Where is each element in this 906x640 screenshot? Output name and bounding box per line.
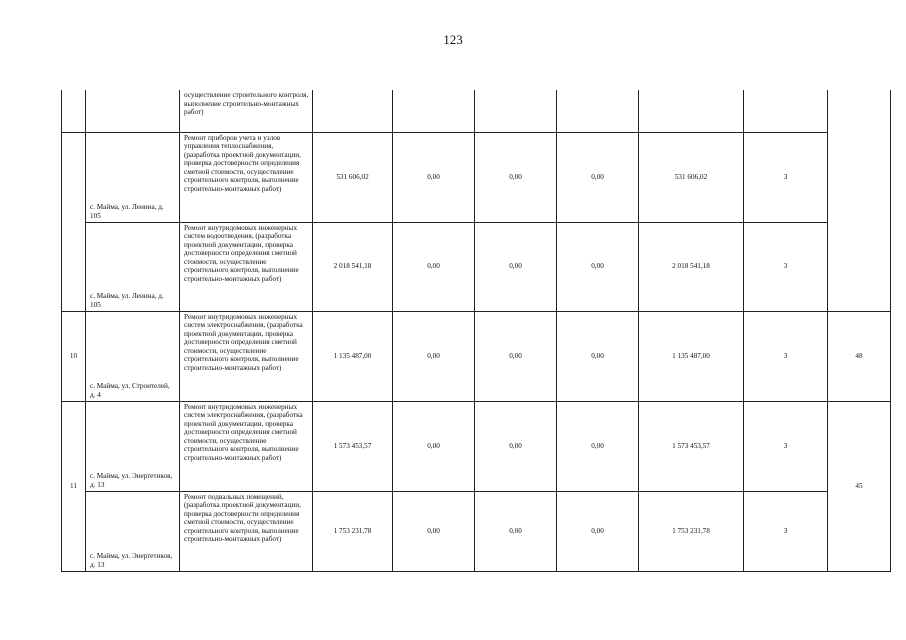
work-description-cell: Ремонт внутридомовых инженерных систем электроснабжения, (разработка проектной документации, проверка достоверности определения сметной стоимости, осуществление строительного контроля, выполнение строительно-монтажных работ) (180, 311, 313, 401)
cost-cell: 0,00 (393, 311, 475, 401)
cost-cell: 0,00 (557, 491, 639, 571)
address-cell: с. Майма, ул. Энергетиков, д. 13 (86, 491, 180, 571)
work-description-cell: осуществление строительного контроля, выполнение строительно-монтажных работ) (180, 90, 313, 132)
work-description-cell: Ремонт подвальных помещений, (разработка проектной документации, проверка достоверности определения сметной стоимости, осуществление строительного контроля, выполнение строительно-монтажных работ) (180, 491, 313, 571)
address-cell: с. Майма, ул. Энергетиков, д. 13 (86, 401, 180, 491)
address-cell: с. Майма, ул. Ленина, д. 105 (86, 132, 180, 222)
cost-cell: 0,00 (557, 222, 639, 311)
row-number-cell: 11 (62, 401, 86, 571)
cost-cell (475, 90, 557, 132)
group-value-cell (828, 90, 891, 311)
method-cell: 3 (744, 311, 828, 401)
cost-cell: 1 135 487,00 (639, 311, 744, 401)
cost-cell: 0,00 (475, 311, 557, 401)
work-description-cell: Ремонт приборов учета и узлов управления теплоснабжения, (разработка проектной документации, проверка достоверности определения сметной стоимости, осуществление строительного контроля, выполнение строительно-монтажных работ) (180, 132, 313, 222)
total-cost-cell: 1 753 231,78 (313, 491, 393, 571)
method-cell: 3 (744, 132, 828, 222)
cost-cell: 0,00 (393, 222, 475, 311)
table-row (62, 311, 891, 401)
row-number-cell (62, 90, 86, 132)
cost-cell: 1 573 453,57 (639, 401, 744, 491)
work-description-cell: Ремонт внутридомовых инженерных систем электроснабжения, (разработка проектной документации, проверка достоверности определения сметной стоимости, осуществление строительного контроля, выполнение строительно-монтажных работ) (180, 401, 313, 491)
total-cost-cell: 1 573 453,57 (313, 401, 393, 491)
cost-cell (557, 90, 639, 132)
cost-cell: 0,00 (475, 222, 557, 311)
cost-cell: 0,00 (557, 401, 639, 491)
cost-cell: 0,00 (475, 491, 557, 571)
cost-cell: 0,00 (557, 132, 639, 222)
total-cost-cell: 1 135 487,00 (313, 311, 393, 401)
cost-cell: 0,00 (393, 491, 475, 571)
table-row (62, 90, 891, 132)
group-value-cell: 45 (828, 401, 891, 571)
total-cost-cell: 531 606,02 (313, 132, 393, 222)
page-number: 123 (443, 32, 463, 47)
cost-cell (639, 90, 744, 132)
address-cell (86, 90, 180, 132)
table-row (62, 132, 891, 222)
method-cell: 3 (744, 491, 828, 571)
address-cell: с. Майма, ул. Ленина, д. 105 (86, 222, 180, 311)
address-cell: с. Майма, ул. Строителей, д. 4 (86, 311, 180, 401)
method-cell: 3 (744, 222, 828, 311)
cost-cell (393, 90, 475, 132)
cost-cell: 0,00 (393, 132, 475, 222)
table-row (62, 222, 891, 311)
cost-cell: 1 753 231,78 (639, 491, 744, 571)
capital-repair-table (61, 90, 891, 572)
cost-cell: 531 606,02 (639, 132, 744, 222)
row-number-cell (62, 132, 86, 311)
group-value-cell: 48 (828, 311, 891, 401)
method-cell (744, 90, 828, 132)
total-cost-cell: 2 018 541,18 (313, 222, 393, 311)
total-cost-cell (313, 90, 393, 132)
cost-cell: 0,00 (475, 132, 557, 222)
row-number-cell: 10 (62, 311, 86, 401)
cost-cell: 0,00 (475, 401, 557, 491)
cost-cell: 0,00 (557, 311, 639, 401)
table-row (62, 401, 891, 491)
table-row (62, 491, 891, 571)
cost-cell: 0,00 (393, 401, 475, 491)
work-description-cell: Ремонт внутридомовых инженерных систем водоотведения, (разработка проектной документации, проверка достоверности определения сметной стоимости, осуществление строительного контроля, выполнение строительно-монтажных работ) (180, 222, 313, 311)
method-cell: 3 (744, 401, 828, 491)
cost-cell: 2 018 541,18 (639, 222, 744, 311)
